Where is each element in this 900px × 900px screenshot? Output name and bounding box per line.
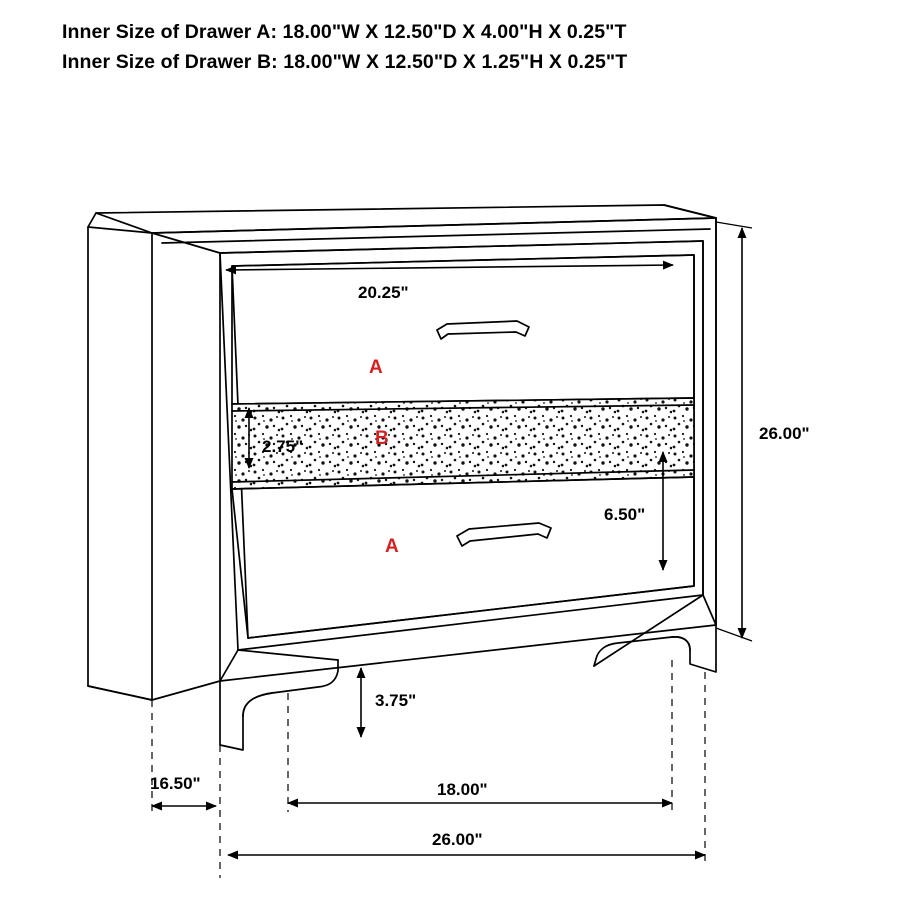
drawer-label-a-bottom: A (385, 536, 399, 557)
dimension-overall-height: 26.00" (759, 424, 810, 443)
dimension-leg-clearance-height: 3.75" (375, 691, 417, 710)
dimension-depth: 16.50" (150, 774, 201, 793)
header-line-drawer-b: Inner Size of Drawer B: 18.00"W X 12.50"D X 1.25"H X 0.25"T (62, 51, 628, 73)
drawer-label-b-middle: B (375, 428, 389, 449)
drawer-label-a-top: A (369, 357, 383, 378)
dimension-overall-width: 26.00" (432, 830, 483, 849)
header-line-drawer-a: Inner Size of Drawer A: 18.00"W X 12.50"D X 4.00"H X 0.25"T (62, 21, 627, 43)
dimension-lower-drawer-height: 6.50" (604, 505, 646, 524)
dimension-jewelry-drawer-height: 2.75" (262, 437, 304, 456)
dimension-inner-width: 18.00" (437, 780, 488, 799)
dimension-drawer-front-width: 20.25" (358, 283, 409, 302)
